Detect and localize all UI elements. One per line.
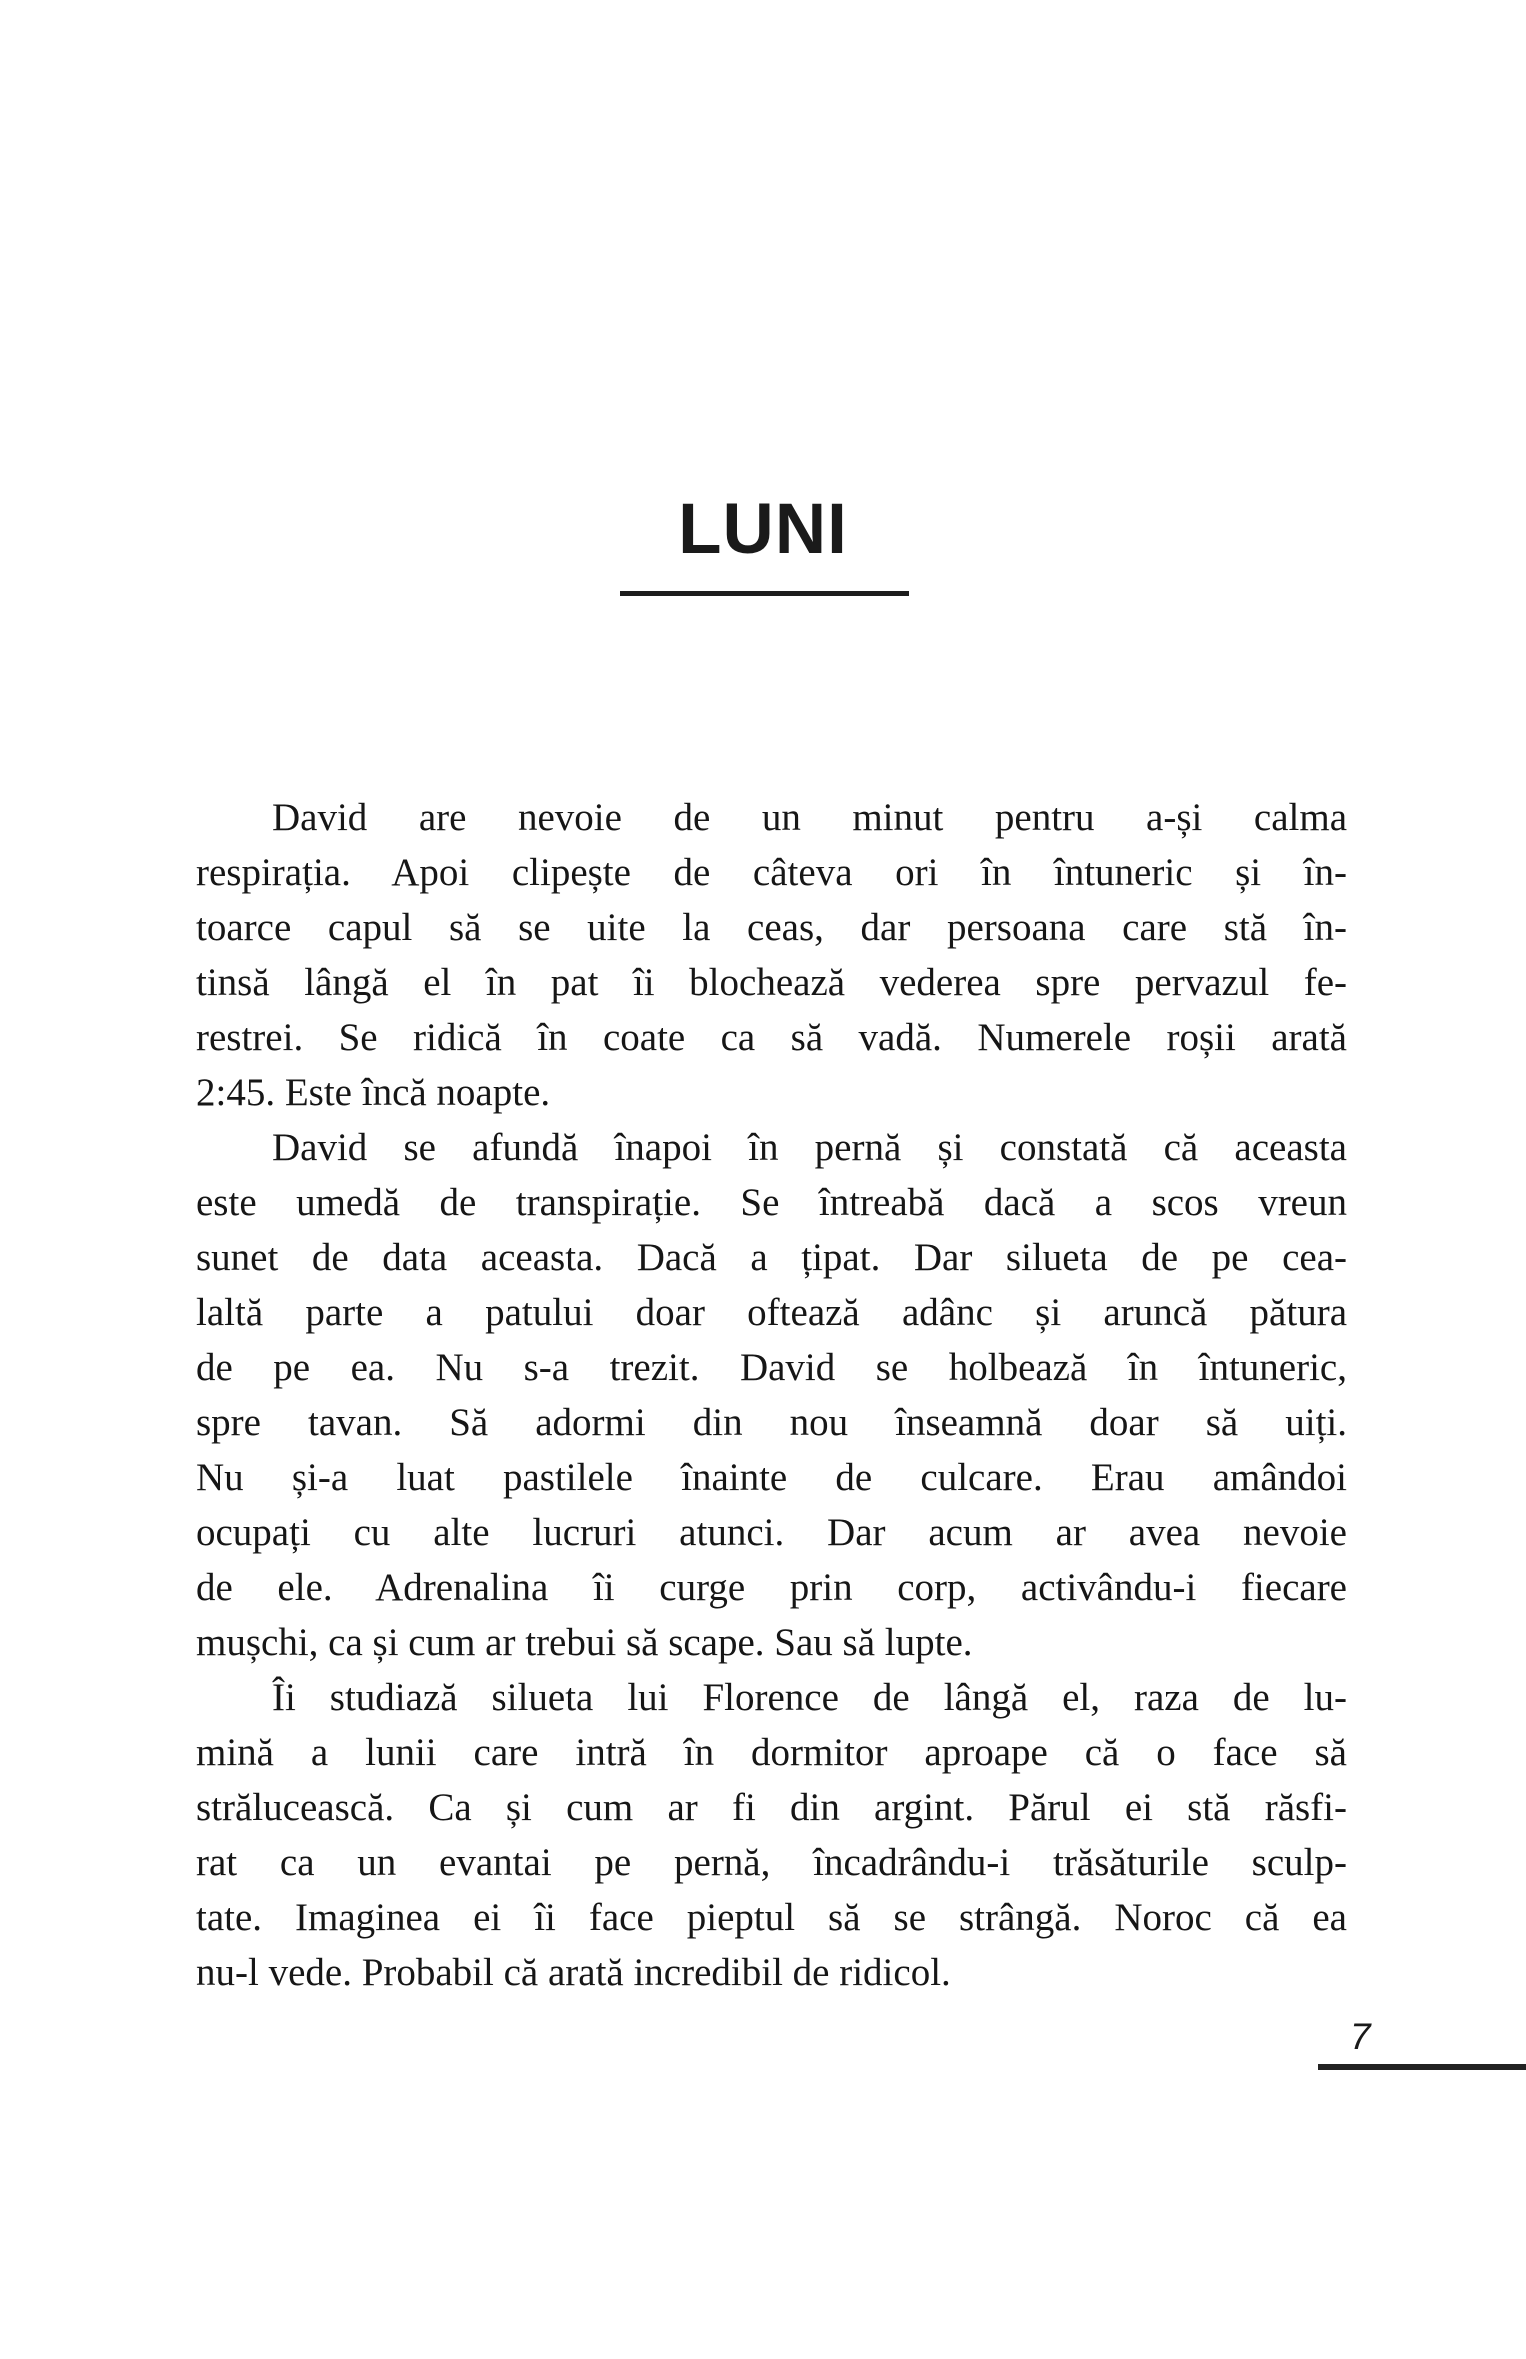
text-line: spre tavan. Să adormi din nou înseamnă doar să uiți. [196, 1401, 1347, 1444]
text-line: toarce capul să se uite la ceas, dar persoana care stă în- [196, 906, 1347, 949]
text-line: de ele. Adrenalina îi curge prin corp, activându-i fiecare [196, 1566, 1347, 1609]
text-line: tate. Imaginea ei îi face pieptul să se strângă. Noroc că ea [196, 1896, 1347, 1939]
text-line: ocupați cu alte lucruri atunci. Dar acum ar avea nevoie [196, 1511, 1347, 1554]
text-line: David se afundă înapoi în pernă și constată că aceasta [272, 1126, 1347, 1169]
text-line: de pe ea. Nu s-a trezit. David se holbează în întuneric, [196, 1346, 1347, 1389]
text-line: mușchi, ca și cum ar trebui să scape. Sau să lupte. [196, 1621, 973, 1664]
text-line: 2:45. Este încă noapte. [196, 1071, 551, 1114]
text-line: tinsă lângă el în pat îi blochează vederea spre pervazul fe- [196, 961, 1347, 1004]
text-line: sunet de data aceasta. Dacă a țipat. Dar silueta de pe cea- [196, 1236, 1347, 1279]
body-text [196, 790, 1347, 2000]
text-line: rat ca un evantai pe pernă, încadrându-i trăsăturile sculp- [196, 1841, 1347, 1884]
chapter-title: LUNI [678, 490, 848, 569]
text-line: mină a lunii care intră în dormitor aproape că o face să [196, 1731, 1347, 1774]
text-line: David are nevoie de un minut pentru a-și calma [272, 796, 1347, 839]
text-line: nu-l vede. Probabil că arată incredibil de ridicol. [196, 1951, 951, 1994]
text-line: Nu și-a luat pastilele înainte de culcare. Erau amândoi [196, 1456, 1347, 1499]
text-line: respirația. Apoi clipește de câteva ori în întuneric și în- [196, 851, 1347, 894]
text-line: restrei. Se ridică în coate ca să vadă. Numerele roșii arată [196, 1016, 1347, 1059]
text-line: strălucească. Ca și cum ar fi din argint. Părul ei stă răsfi- [196, 1786, 1347, 1829]
page-number: 7 [1350, 2016, 1371, 2057]
title-rule [620, 591, 909, 596]
text-line: laltă parte a patului doar oftează adânc și aruncă pătura [196, 1291, 1347, 1334]
text-line: Îi studiază silueta lui Florence de lângă el, raza de lu- [272, 1676, 1347, 1719]
text-line: este umedă de transpirație. Se întreabă dacă a scos vreun [196, 1181, 1347, 1224]
footer-rule [1318, 2064, 1526, 2070]
